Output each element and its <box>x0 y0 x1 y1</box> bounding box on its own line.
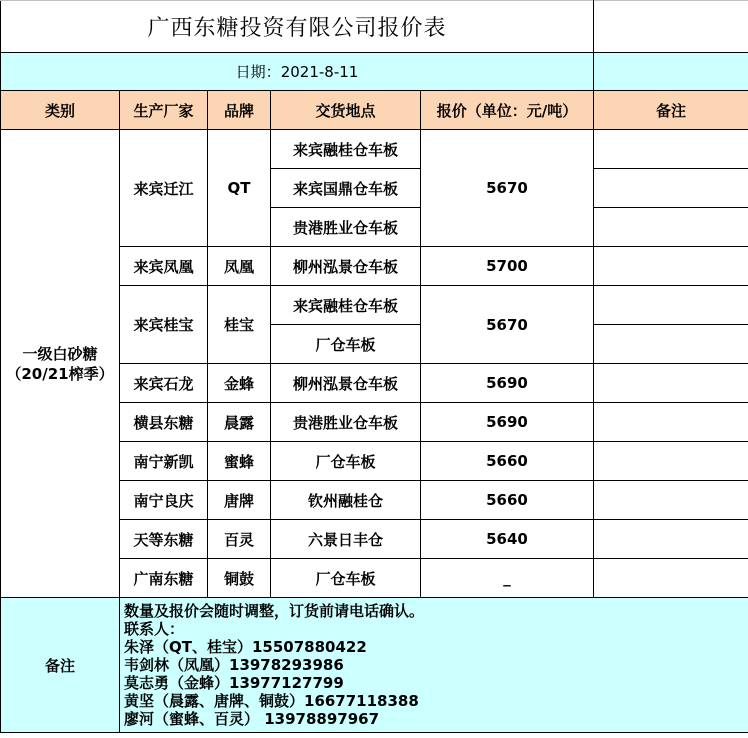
remark-cell[interactable] <box>594 208 748 247</box>
location-cell[interactable]: 柳州泓景仓车板 <box>271 364 421 403</box>
remark-cell[interactable] <box>594 364 748 403</box>
remark-cell[interactable] <box>594 286 748 325</box>
brand-cell[interactable]: 蜜蜂 <box>208 442 271 481</box>
notes-line: 韦剑林（凤凰）13978293986 <box>124 656 344 674</box>
page-title: 广西东糖投资有限公司报价表 <box>1 1 594 53</box>
remark-cell[interactable] <box>594 403 748 442</box>
notes-line: 廖河（蜜蜂、百灵） 13978897967 <box>124 710 380 728</box>
manufacturer-cell[interactable]: 横县东糖 <box>120 403 208 442</box>
location-cell[interactable]: 贵港胜业仓车板 <box>271 403 421 442</box>
date-row <box>1 53 748 91</box>
remark-cell[interactable] <box>594 442 748 481</box>
manufacturer-cell[interactable]: 来宾石龙 <box>120 364 208 403</box>
manufacturer-cell[interactable]: 广南东糖 <box>120 559 208 598</box>
header-manufacturer[interactable]: 生产厂家 <box>120 91 208 130</box>
price-cell[interactable]: 5670 <box>421 130 594 247</box>
remark-cell[interactable] <box>594 130 748 169</box>
location-cell[interactable]: 厂仓车板 <box>271 325 421 364</box>
notes-line: 数量及报价会随时调整，订货前请电话确认。 <box>124 602 425 620</box>
header-brand[interactable]: 品牌 <box>208 91 271 130</box>
price-cell[interactable]: _ <box>421 559 594 598</box>
header-category[interactable]: 类别 <box>1 91 120 130</box>
notes-label[interactable]: 备注 <box>1 598 120 733</box>
price-cell[interactable]: 5660 <box>421 481 594 520</box>
price-cell[interactable]: 5690 <box>421 403 594 442</box>
price-cell[interactable]: 5640 <box>421 520 594 559</box>
location-cell[interactable]: 贵港胜业仓车板 <box>271 208 421 247</box>
price-cell[interactable]: 5700 <box>421 247 594 286</box>
brand-cell[interactable]: 百灵 <box>208 520 271 559</box>
table-row <box>1 130 748 169</box>
brand-cell[interactable]: 唐牌 <box>208 481 271 520</box>
location-cell[interactable]: 厂仓车板 <box>271 559 421 598</box>
notes-line: 朱泽（QT、桂宝）15507880422 <box>124 638 367 656</box>
brand-cell[interactable]: 金蜂 <box>208 364 271 403</box>
header-price[interactable]: 报价（单位：元/吨） <box>421 91 594 130</box>
manufacturer-cell[interactable]: 天等东糖 <box>120 520 208 559</box>
location-cell[interactable]: 厂仓车板 <box>271 442 421 481</box>
header-delivery[interactable]: 交货地点 <box>271 91 421 130</box>
location-cell[interactable]: 钦州融桂仓 <box>271 481 421 520</box>
title-blank-cell[interactable] <box>594 1 748 53</box>
brand-cell[interactable]: 铜鼓 <box>208 559 271 598</box>
remark-cell[interactable] <box>594 169 748 208</box>
header-remark[interactable]: 备注 <box>594 91 748 130</box>
location-cell[interactable]: 来宾融桂仓车板 <box>271 286 421 325</box>
date-value: 2021-8-11 <box>280 63 359 81</box>
manufacturer-cell[interactable]: 来宾迁江 <box>120 130 208 247</box>
header-row <box>1 91 748 130</box>
brand-cell[interactable]: 晨露 <box>208 403 271 442</box>
manufacturer-cell[interactable]: 南宁良庆 <box>120 481 208 520</box>
manufacturer-cell[interactable]: 南宁新凯 <box>120 442 208 481</box>
location-cell[interactable]: 来宾融桂仓车板 <box>271 130 421 169</box>
manufacturer-cell[interactable]: 来宾凤凰 <box>120 247 208 286</box>
notes-line: 联系人： <box>124 620 185 638</box>
remark-cell[interactable] <box>594 481 748 520</box>
remark-cell[interactable] <box>594 559 748 598</box>
date-cell[interactable] <box>1 53 594 91</box>
notes-line: 莫志勇（金蜂）13977127799 <box>124 674 344 692</box>
date-side-cell[interactable] <box>594 53 748 91</box>
notes-row <box>1 598 748 733</box>
remark-cell[interactable] <box>594 247 748 286</box>
category-cell[interactable] <box>1 130 120 598</box>
remark-cell[interactable] <box>594 325 748 364</box>
remark-cell[interactable] <box>594 520 748 559</box>
price-cell[interactable]: 5690 <box>421 364 594 403</box>
notes-body[interactable] <box>120 598 748 733</box>
location-cell[interactable]: 六景日丰仓 <box>271 520 421 559</box>
location-cell[interactable]: 柳州泓景仓车板 <box>271 247 421 286</box>
title-row <box>1 1 748 53</box>
location-cell[interactable]: 来宾国鼎仓车板 <box>271 169 421 208</box>
category-name: 一级白砂糖 <box>22 344 98 363</box>
brand-cell[interactable]: 凤凰 <box>208 247 271 286</box>
notes-line: 黄坚（晨露、唐牌、铜鼓）16677118388 <box>124 692 419 710</box>
price-cell[interactable]: 5660 <box>421 442 594 481</box>
category-season: （20/21榨季） <box>6 364 114 383</box>
brand-cell[interactable]: 桂宝 <box>208 286 271 364</box>
brand-cell[interactable]: QT <box>208 130 271 247</box>
price-cell[interactable]: 5670 <box>421 286 594 364</box>
date-label: 日期： <box>235 63 281 81</box>
manufacturer-cell[interactable]: 来宾桂宝 <box>120 286 208 364</box>
